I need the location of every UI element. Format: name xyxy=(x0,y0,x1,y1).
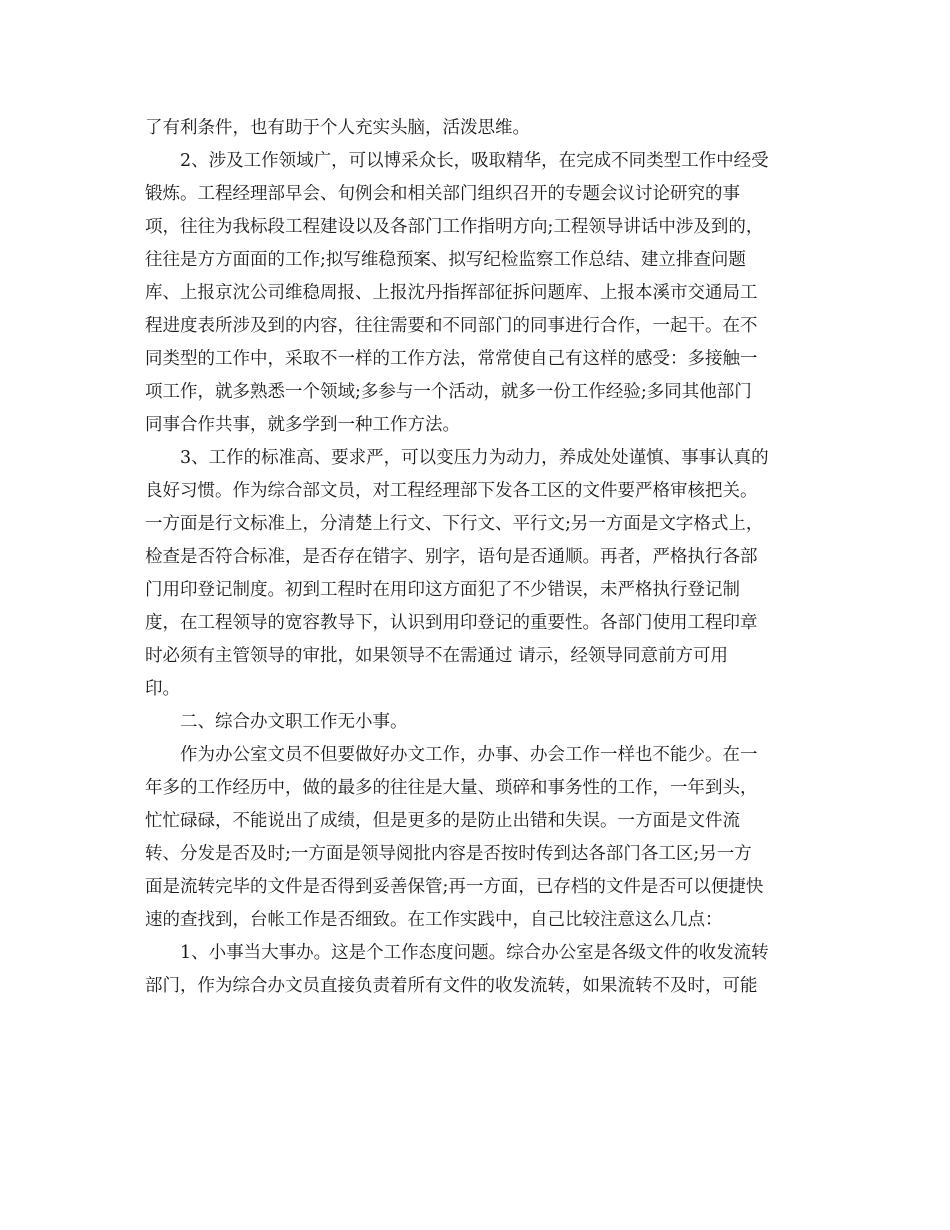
text-line: 项，往往为我标段工程建设以及各部门工作指明方向;工程领导讲话中涉及到的， xyxy=(145,217,764,237)
text-line: 印。 xyxy=(145,679,180,699)
text-line: 部门，作为综合办文员直接负责着所有文件的收发流转，如果流转不及时，可能 xyxy=(145,976,758,996)
text-line: 库、上报京沈公司维稳周报、上报沈丹指挥部征拆问题库、上报本溪市交通局工 xyxy=(145,283,758,303)
text-line: 3、工作的标准高、要求严，可以变压力为动力，养成处处谨慎、事事认真的 xyxy=(180,448,769,468)
text-line: 速的查找到，台帐工作是否细致。在工作实践中，自己比较注意这么几点： xyxy=(145,910,723,930)
text-line: 同类型的工作中，采取不一样的工作方法，常常使自己有这样的感受：多接触一 xyxy=(145,349,758,369)
text-line: 检查是否符合标准，是否存在错字、别字，语句是否通顺。再者，严格执行各部 xyxy=(145,547,758,567)
text-line: 忙忙碌碌，不能说出了成绩，但是更多的是防止出错和失误。一方面是文件流 xyxy=(145,811,740,831)
text-line: 一方面是行文标准上，分清楚上行文、下行文、平行文;另一方面是文字格式上， xyxy=(145,514,764,534)
text-line: 作为办公室文员不但要做好办文工作，办事、办会工作一样也不能少。在一 xyxy=(180,745,758,765)
text-line: 往往是方方面面的工作;拟写维稳预案、拟写纪检监察工作总结、建立排查问题 xyxy=(145,250,746,270)
text-line: 时必须有主管领导的审批，如果领导不在需通过 请示，经领导同意前方可用 xyxy=(145,646,729,666)
text-line: 项工作，就多熟悉一个领域;多参与一个活动，就多一份工作经验;多同其他部门 xyxy=(145,382,752,402)
text-line: 程进度表所涉及到的内容，往往需要和不同部门的同事进行合作，一起干。在不 xyxy=(145,316,758,336)
text-line: 1、小事当大事办。这是个工作态度问题。综合办公室是各级文件的收发流转 xyxy=(180,943,769,963)
text-line: 同事合作共事，就多学到一种工作方法。 xyxy=(145,415,460,435)
text-line: 门用印登记制度。初到工程时在用印这方面犯了不少错误，未严格执行登记制 xyxy=(145,580,740,600)
text-line: 年多的工作经历中，做的最多的往往是大量、琐碎和事务性的工作，一年到头， xyxy=(145,778,758,798)
text-line: 了有利条件，也有助于个人充实头脑，活泼思维。 xyxy=(145,118,530,138)
text-line: 面是流转完毕的文件是否得到妥善保管;再一方面，已存档的文件是否可以便捷快 xyxy=(145,877,764,897)
text-line: 转、分发是否及时;一方面是领导阅批内容是否按时传到达各部门各工区;另一方 xyxy=(145,844,752,864)
section-heading: 二、综合办文职工作无小事。 xyxy=(180,712,408,732)
text-line: 良好习惯。作为综合部文员，对工程经理部下发各工区的文件要严格审核把关。 xyxy=(145,481,758,501)
text-line: 2、涉及工作领域广，可以博采众长，吸取精华，在完成不同类型工作中经受 xyxy=(180,151,769,171)
text-line: 度，在工程领导的宽容教导下，认识到用印登记的重要性。各部门使用工程印章 xyxy=(145,613,758,633)
document-body xyxy=(145,112,810,1003)
text-line: 锻炼。工程经理部早会、旬例会和相关部门组织召开的专题会议讨论研究的事 xyxy=(145,184,740,204)
